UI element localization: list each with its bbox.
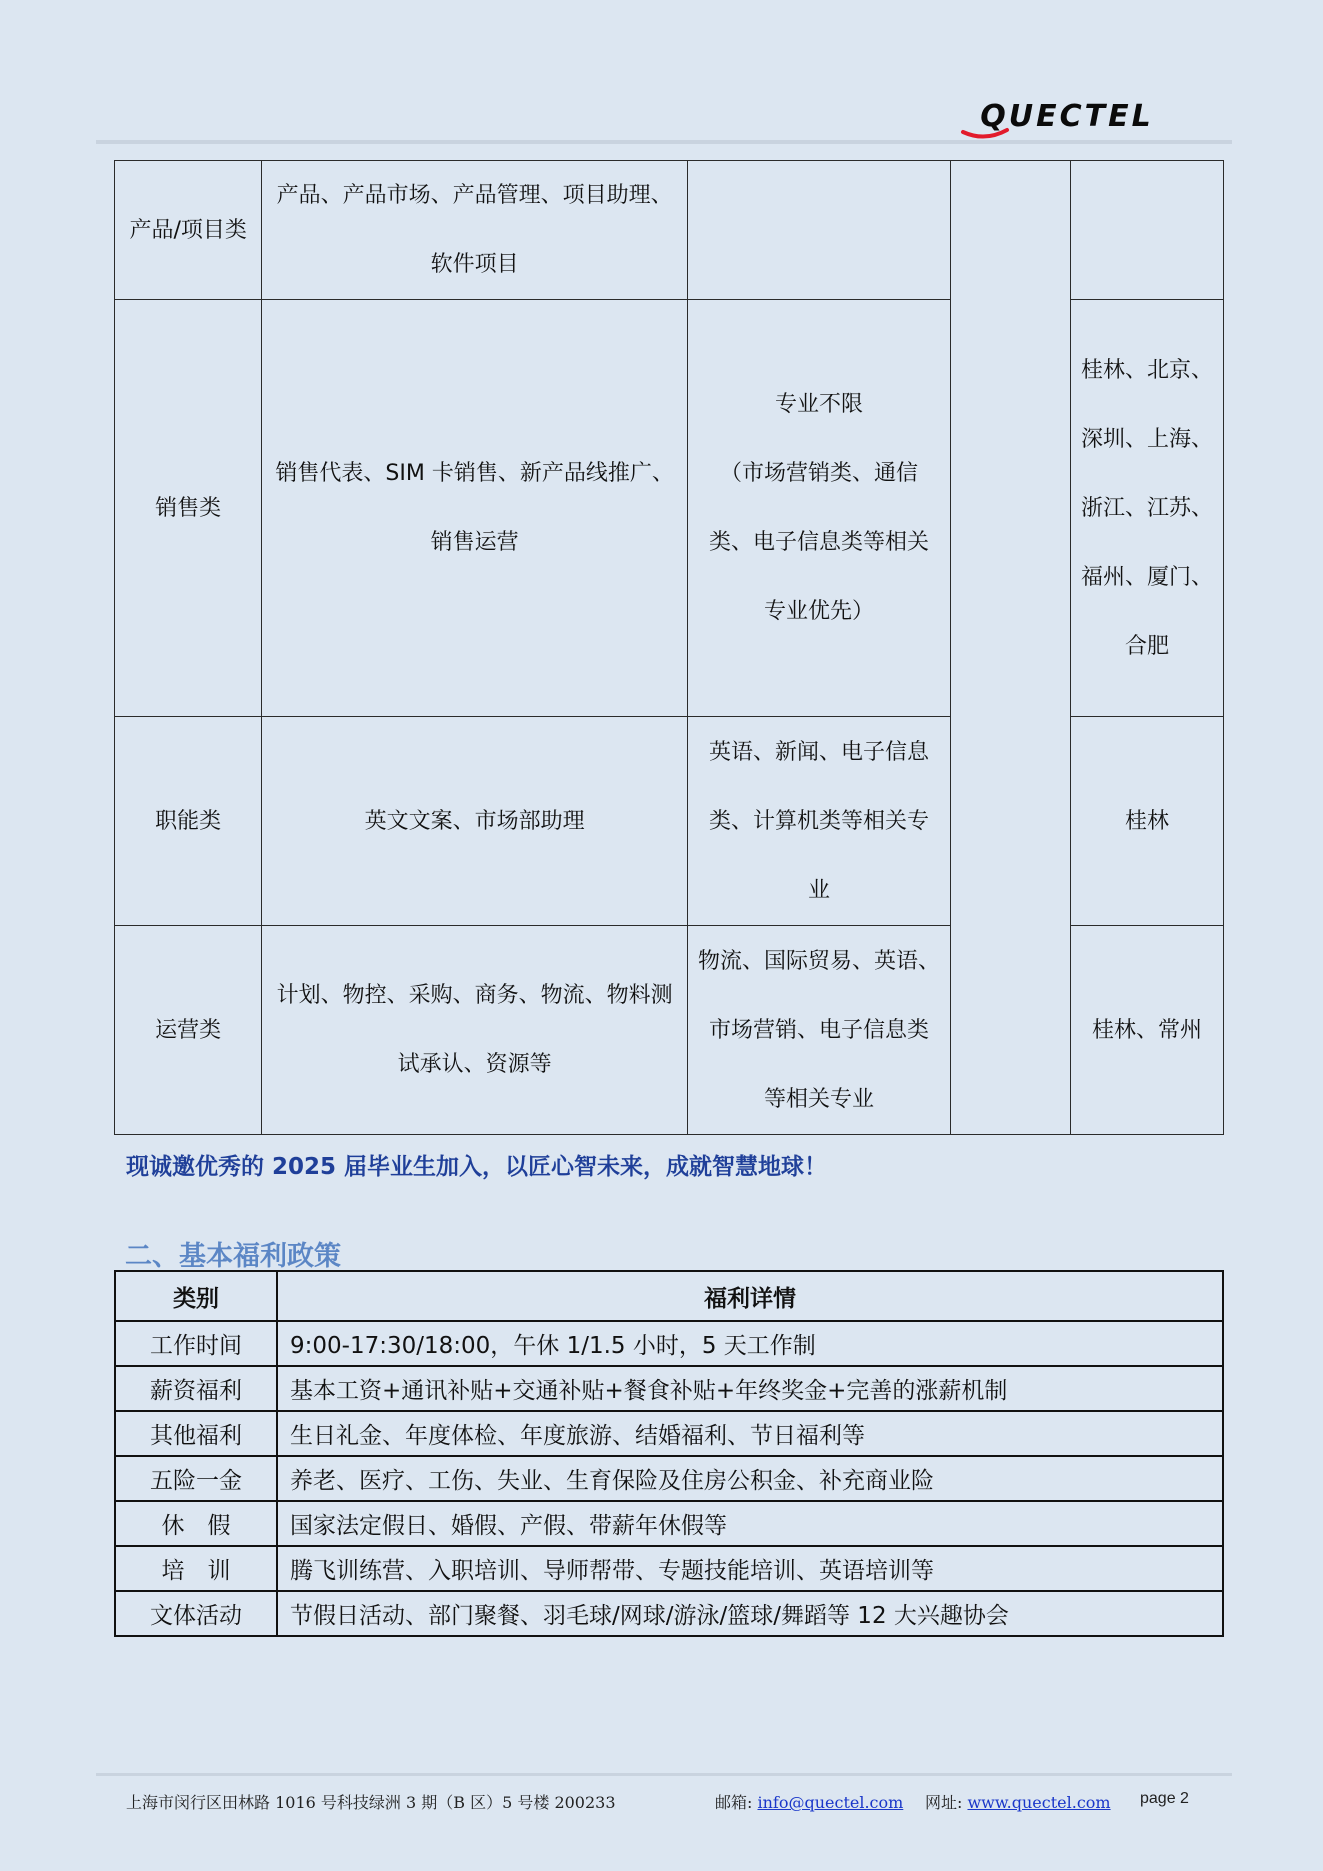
blank-column-cell (950, 161, 1070, 1135)
table-row (115, 1591, 1223, 1636)
table-row (115, 1366, 1223, 1411)
benefit-category: 休 假 (115, 1501, 277, 1546)
positions-cell (262, 161, 688, 300)
column-header-detail: 福利详情 (277, 1271, 1223, 1321)
positions-cell (262, 717, 688, 926)
locations-cell (1070, 300, 1223, 717)
email-label: 邮箱: (715, 1793, 758, 1812)
major-line: 物流、国际贸易、英语、 (697, 948, 940, 974)
major-line: 等相关专业 (763, 1086, 874, 1112)
page-number: page 2 (1140, 1790, 1189, 1807)
table-header-row (115, 1271, 1223, 1321)
table-row (115, 1546, 1223, 1591)
benefit-detail: 生日礼金、年度体检、年度旅游、结婚福利、节日福利等 (277, 1411, 1223, 1456)
benefit-category: 培 训 (115, 1546, 277, 1591)
major-line: （市场营销类、通信 (719, 461, 918, 486)
website-link[interactable]: www.quectel.com (967, 1793, 1111, 1812)
location-line: 福州、厦门、 (1080, 564, 1213, 590)
column-header-category: 类别 (115, 1271, 277, 1321)
location-line: 深圳、上海、 (1080, 426, 1213, 452)
benefit-detail: 节假日活动、部门聚餐、羽毛球/网球/游泳/篮球/舞蹈等 12 大兴趣协会 (277, 1591, 1223, 1636)
major-line: 英语、新闻、电子信息 (708, 739, 929, 765)
header-divider (96, 140, 1232, 144)
location-line: 桂林、北京、 (1080, 357, 1213, 383)
position-line: 计划、物控、采购、商务、物流、物料测 (276, 983, 673, 1008)
locations-cell (1070, 161, 1223, 300)
major-line: 业 (807, 877, 830, 903)
positions-cell (262, 300, 688, 717)
section-title: 二、基本福利政策 (125, 1241, 341, 1272)
position-line: 产品、产品市场、产品管理、项目助理、 (276, 183, 673, 208)
benefit-detail: 9:00-17:30/18:00，午休 1/1.5 小时，5 天工作制 (277, 1321, 1223, 1366)
logo-text: QUECTEL (980, 99, 1154, 134)
benefit-category: 工作时间 (115, 1321, 277, 1366)
footer-divider (96, 1773, 1232, 1776)
majors-cell (687, 300, 950, 717)
category-cell: 运营类 (115, 926, 262, 1135)
majors-cell (687, 161, 950, 300)
majors-cell (687, 717, 950, 926)
benefit-category: 其他福利 (115, 1411, 277, 1456)
table-row (115, 1411, 1223, 1456)
locations-cell (1070, 717, 1223, 926)
location-line: 合肥 (1124, 633, 1169, 659)
website-label: 网址: (925, 1793, 968, 1812)
email-link[interactable]: info@quectel.com (757, 1793, 904, 1812)
position-line: 软件项目 (430, 252, 519, 277)
major-line: 专业不限 (774, 392, 863, 417)
benefit-category: 文体活动 (115, 1591, 277, 1636)
benefit-detail: 养老、医疗、工伤、失业、生育保险及住房公积金、补充商业险 (277, 1456, 1223, 1501)
table-row (115, 1321, 1223, 1366)
major-line: 类、电子信息类等相关 (708, 530, 929, 555)
major-line: 专业优先） (763, 599, 874, 624)
footer-website (925, 1790, 1111, 1813)
majors-cell (687, 926, 950, 1135)
major-line: 市场营销、电子信息类 (708, 1017, 929, 1043)
benefits-table (114, 1270, 1224, 1637)
benefit-category: 五险一金 (115, 1456, 277, 1501)
recruitment-slogan: 现诚邀优秀的 2025 届毕业生加入，以匠心智未来，成就智慧地球！ (126, 1154, 828, 1180)
position-line: 试承认、资源等 (397, 1052, 552, 1077)
position-line: 销售代表、SIM 卡销售、新产品线推广、 (275, 461, 674, 486)
category-cell: 产品/项目类 (115, 161, 262, 300)
job-category-table (114, 160, 1224, 1135)
quectel-logo (945, 98, 1190, 140)
footer-email (715, 1790, 903, 1813)
position-line: 英文文案、市场部助理 (364, 808, 585, 834)
footer-address: 上海市闵行区田林路 1016 号科技绿洲 3 期（B 区）5 号楼 200233 (126, 1793, 616, 1812)
table-row (115, 1501, 1223, 1546)
locations-cell (1070, 926, 1223, 1135)
location-line: 浙江、江苏、 (1080, 495, 1213, 521)
table-row (115, 161, 1224, 300)
positions-cell (262, 926, 688, 1135)
benefit-category: 薪资福利 (115, 1366, 277, 1411)
position-line: 销售运营 (430, 530, 519, 555)
location-line: 桂林 (1124, 808, 1169, 834)
benefit-detail: 国家法定假日、婚假、产假、带薪年休假等 (277, 1501, 1223, 1546)
category-cell: 职能类 (115, 717, 262, 926)
table-row (115, 1456, 1223, 1501)
location-line: 桂林、常州 (1091, 1017, 1202, 1043)
benefit-detail: 基本工资+通讯补贴+交通补贴+餐食补贴+年终奖金+完善的涨薪机制 (277, 1366, 1223, 1411)
category-cell: 销售类 (115, 300, 262, 717)
major-line: 类、计算机类等相关专 (708, 808, 929, 834)
benefit-detail: 腾飞训练营、入职培训、导师帮带、专题技能培训、英语培训等 (277, 1546, 1223, 1591)
